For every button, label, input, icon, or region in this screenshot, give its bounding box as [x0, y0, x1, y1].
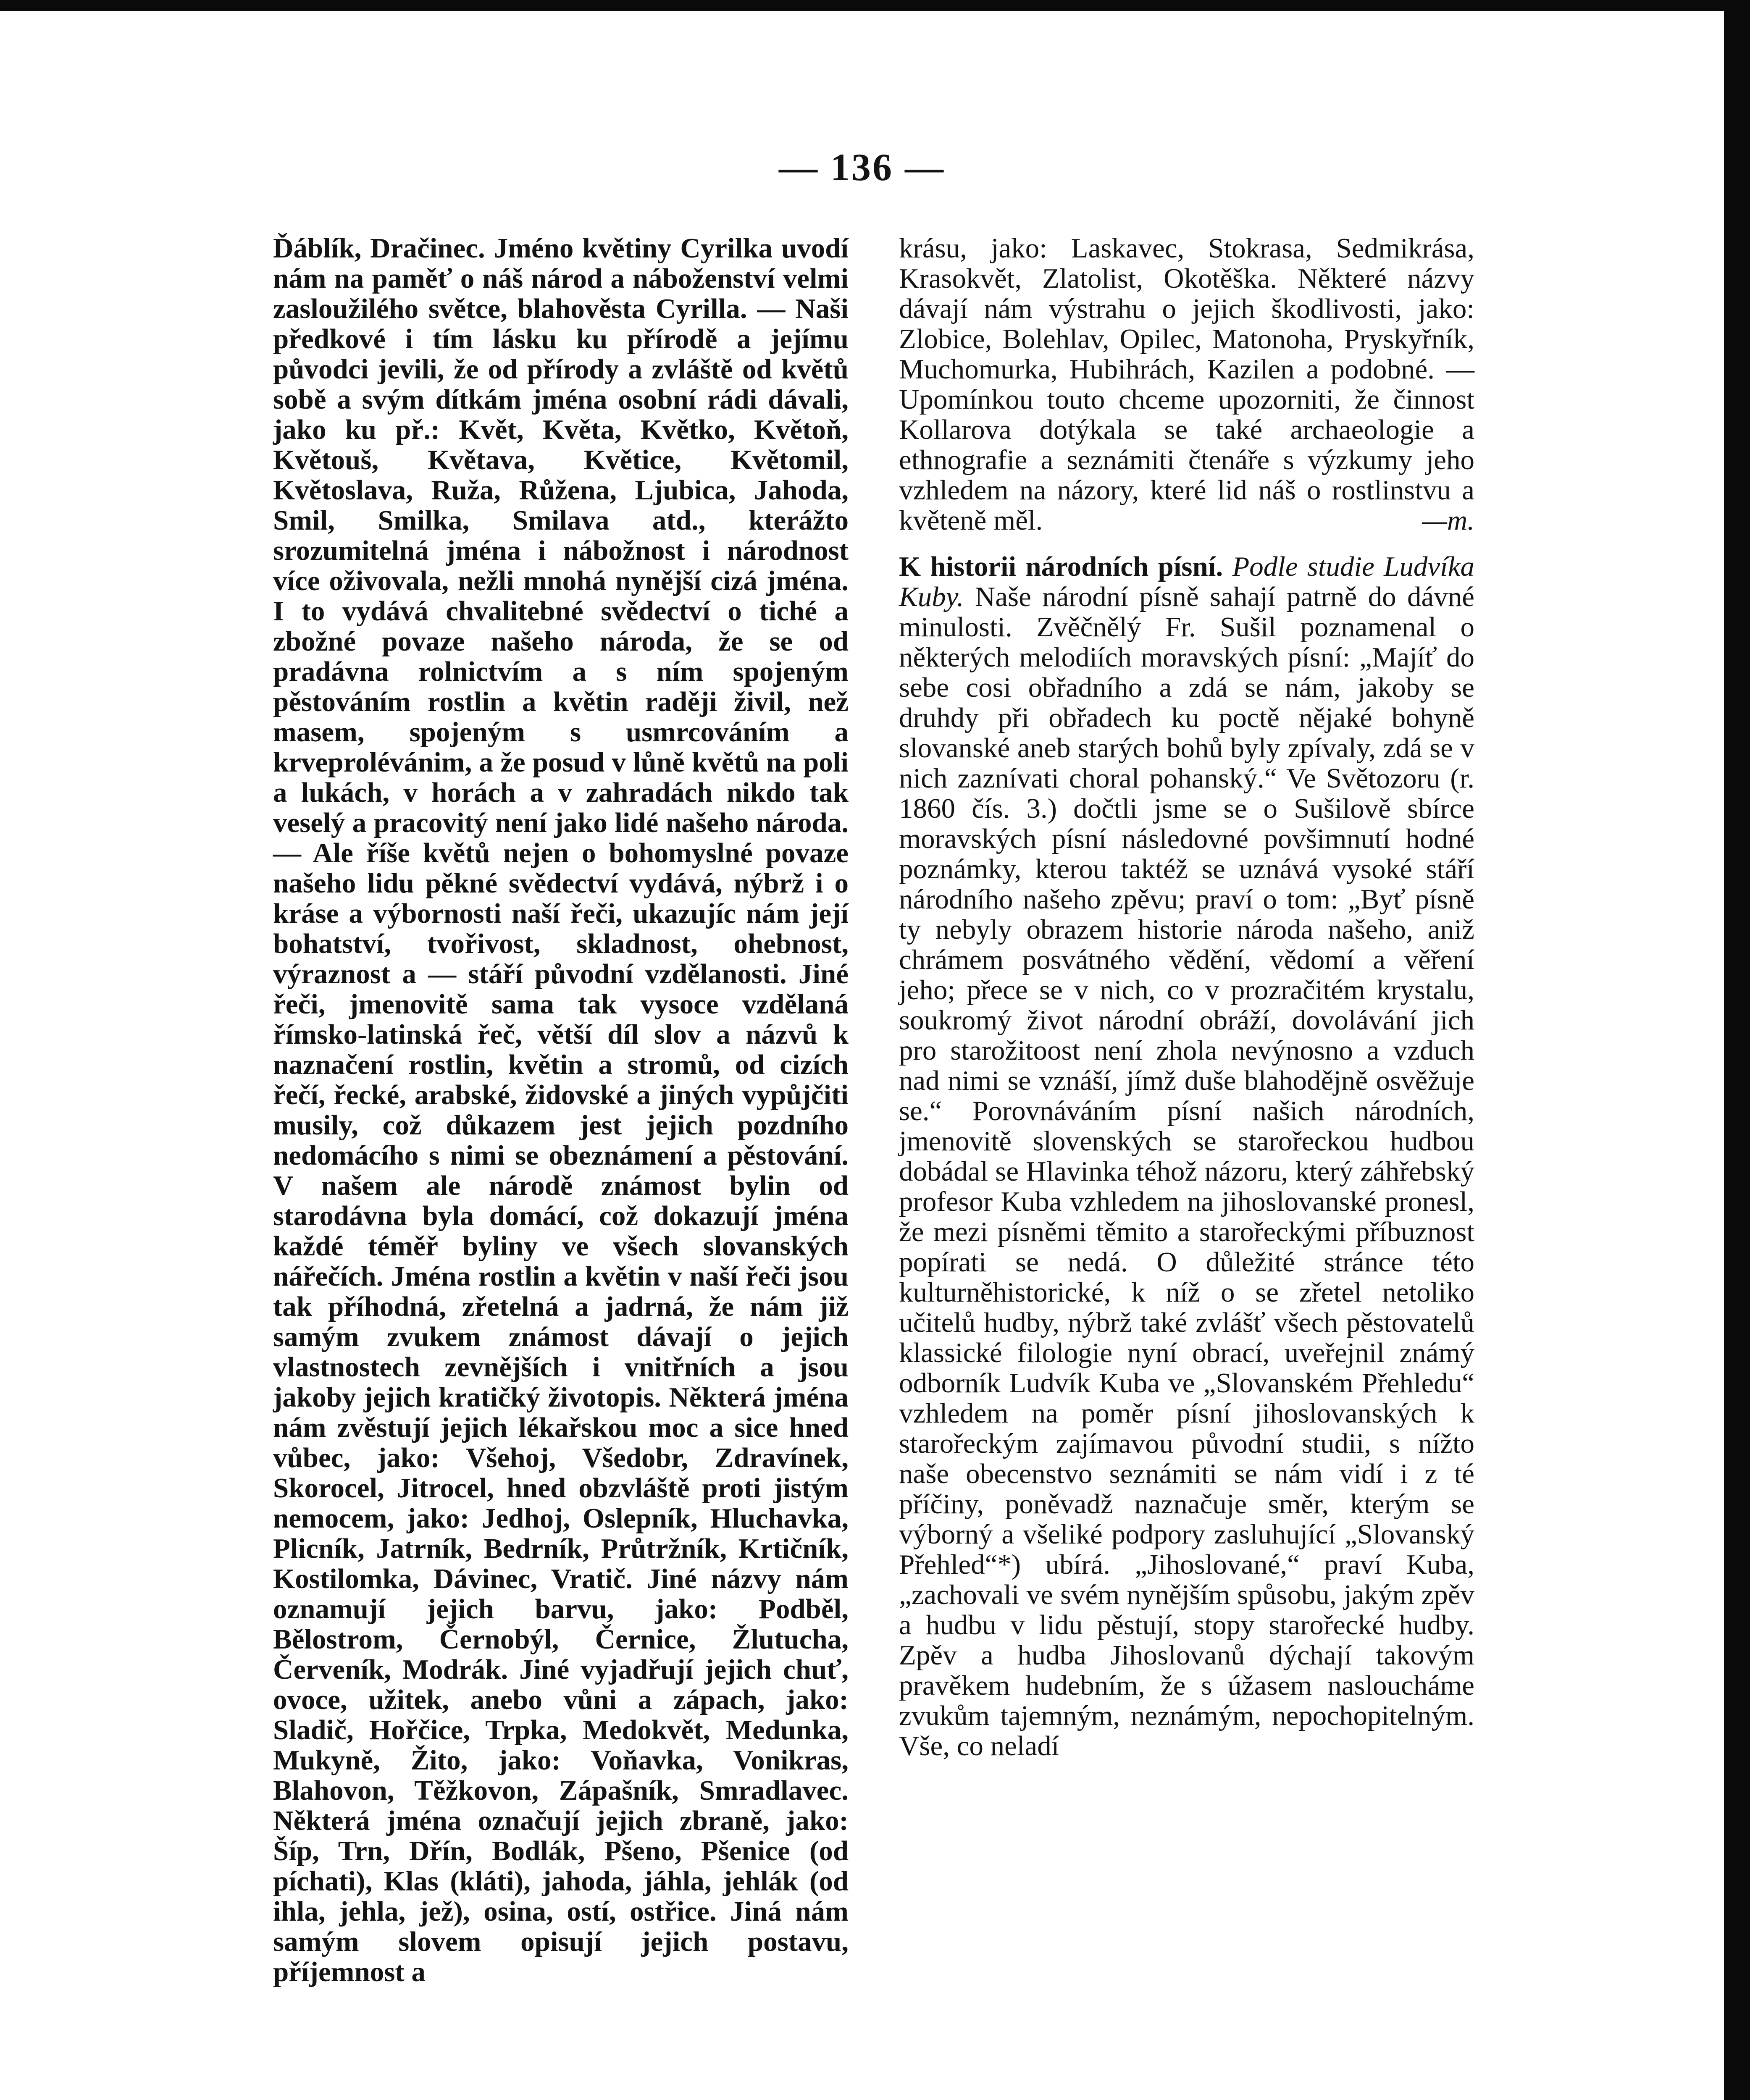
- scan-border-right: [1724, 0, 1750, 2100]
- right-column-paragraph-a: [899, 233, 1474, 536]
- paragraph-b-text: Naše národní písně sahají patrně do dávné minulosti. Zvěčnělý Fr. Sušil poznamenal o některých melodiích moravských písní: „Majíť do sebe cosi obřadního a zdá se nám, jakoby se druhdy při obřadech ku poctě nějaké bohyně slovanské aneb starých bohů byly zpívaly, zdá se v nich zaznívati choral pohanský.“ Ve Světozoru (r. 1860 čís. 3.) dočtli jsme se o Sušilově sbírce moravských písní následovné povšimnutí hodné poznámky, kterou taktéž se uznává vysoké stáří národního našeho zpěvu; praví o tom: „Byť písně ty nebyly obrazem historie národa našeho, aniž chrámem posvátného vědění, vědomí a věření jeho; přece se v nich, co v prozračitém krystalu, soukromý život národní obráží, dovolávání jich pro starožitoost není zhola nevýnosno a vzduch nad nimi se vznáší, jímž duše blahodějně osvěžuje se.“ Porovnáváním písní našich národních, jmenovitě slovenských se starořeckou hudbou dobádal se Hlavinka téhož názoru, který záhřebský profesor Kuba vzhledem na jihoslovanské pronesl, že mezi písněmi těmito a starořeckými příbuznost popírati se nedá. O důležité stránce této kulturněhistorické, k níž o se zřetel netoliko učitelů hudby, nýbrž také zvlášť všech pěstovatelů klassické filologie nyní obrací, uveřejnil známý odborník Ludvík Kuba ve „Slovanském Přehledu“ vzhledem na poměr písní jihoslovanských k starořeckým zajímavou původní studii, s nížto naše obecenstvo seznámiti se nám vidí i z té příčiny, poněvadž naznačuje směr, kterým se výborný a všeliké podpory zasluhující „Slovanský Přehled“*) ubírá. „Jihoslované,“ praví Kuba, „zachovali ve svém nynějším spůsobu, jakým zpěv a hudbu v lidu pěstují, stopy starořecké hudby. Zpěv a hudba Jihoslovanů dýchají takovým pravěkem hudebním, že s úžasem nasloucháme zvukům tajemným, neznámým, nepochopitelným. Vše, co neladí: [899, 581, 1474, 1761]
- left-column: [273, 233, 849, 1987]
- page-number: — 136 —: [779, 146, 945, 189]
- left-column-text: Ďáblík, Dračinec. Jméno květiny Cyrilka uvodí nám na paměť o náš národ a náboženství velmi zasloužilého světce, blahověsta Cyrilla. — Naši předkové i tím lásku ku přírodě a jejímu původci jevili, že od přírody a zvláště od květů sobě a svým dítkám jména osobní rádi dávali, jako ku př.: Květ, Květa, Květko, Květoň, Květouš, Květava, Květice, Květomil, Květoslava, Ruža, Růžena, Ljubica, Jahoda, Smil, Smilka, Smilava atd., kterážto srozumitelná jména i nábožnost i národnost více oživovala, nežli mnohá nynější cizá jména. I to vydává chvalitebné svědectví o tiché a zbožné povaze našeho národa, že se od pradávna rolnictvím a s ním spojeným pěstováním rostlin a květin raději živil, než masem, spojeným s usmrcováním a krveprolévánim, a že posud v lůně květů na poli a lukách, v horách a v zahradách nikdo tak veselý a pracovitý není jako lidé našeho národa. — Ale říše květů nejen o bohomyslné povaze našeho lidu pěkné svědectví vydává, nýbrž i o kráse a výbornosti naší řeči, ukazujíc nám její bohatství, tvořivost, skladnost, ohebnost, výraznost a — stáří původní vzdělanosti. Jiné řeči, jmenovitě sama tak vysoce vzdělaná římsko-latinská řeč, větší díl slov a názvů k naznačení rostlin, květin a stromů, od cizích řečí, řecké, arabské, židovské a jiných vypůjčiti musily, což důkazem jest jejich pozdního nedomácího s nimi se obeznámení a pěstování. V našem ale národě známost bylin od starodávna byla domácí, což dokazují jména každé téměř byliny ve všech slovanských nářečích. Jména rostlin a květin v naší řeči jsou tak příhodná, zřetelná a jadrná, že nám již samým zvukem známost dávají o jejich vlastnostech zevnějších i vnitřních a jsou jakoby jejich kratičký životopis. Některá jména nám zvěstují jejich lékařskou moc a sice hned vůbec, jako: Všehoj, Všedobr, Zdravínek, Skorocel, Jitrocel, hned obzvláště proti jistým nemocem, jako: Jedhoj, Oslepník, Hluchavka, Plicník, Jatrník, Bedrník, Průtržník, Krtičník, Kostilomka, Dávinec, Vratič. Jiné názvy nám oznamují jejich barvu, jako: Podběl, Bělostrom, Černobýl, Černice, Žlutucha, Červeník, Modrák. Jiné vyjadřují jejich chuť, ovoce, užitek, anebo vůni a zápach, jako: Sladič, Hořčice, Trpka, Medokvět, Medunka, Mukyně, Žito, jako: Voňavka, Vonikras, Blahovon, Těžkovon, Zápašník, Smradlavec. Některá jména označují jejich zbraně, jako: Šíp, Trn, Dřín, Bodlák, Pšeno, Pšenice (od píchati), Klas (kláti), jahoda, jáhla, jehlák (od ihla, jehla, jež), osina, ostí, ostřice. Jiná nám samým slovem opisují jejich postavu, příjemnost a: [273, 233, 849, 1987]
- section-source: Podle studie Ludvíka Kuby.: [899, 551, 1474, 612]
- right-column: [899, 233, 1474, 1761]
- scan-border-top: [0, 0, 1750, 11]
- right-column-paragraph-b: [899, 551, 1474, 1761]
- paragraph-a-signature: —m.: [1422, 505, 1474, 536]
- paragraph-a-text: krásu, jako: Laskavec, Stokrasa, Sedmikrása, Krasokvět, Zlatolist, Okotěška. Některé názvy dávají nám výstrahu o jejich škodlivosti, jako: Zlobice, Bolehlav, Opilec, Matonoha, Pryskyřník, Muchomurka, Hubihrách, Kazilen a podobné. — Upomínkou touto chceme upozorniti, že činnost Kollarova dotýkala se také archaeologie a ethnografie a seznámiti čtenáře s výzkumy jeho vzhledem na názory, které lid náš o rostlinstvu a květeně měl.: [899, 233, 1474, 536]
- section-heading: K historii národních písní.: [899, 551, 1232, 582]
